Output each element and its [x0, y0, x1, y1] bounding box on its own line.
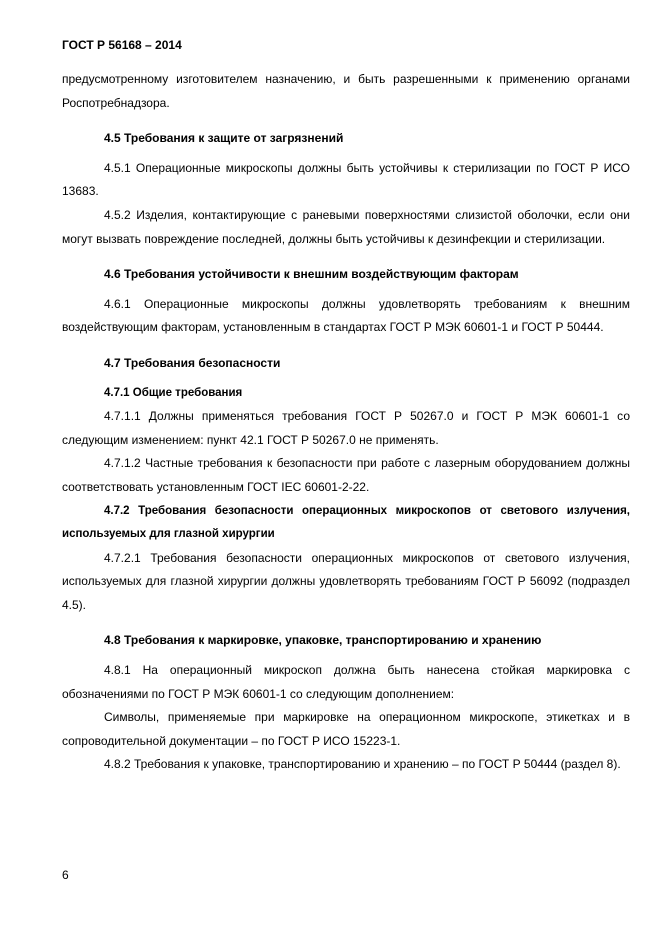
paragraph-4-5-2: 4.5.2 Изделия, контактирующие с раневыми поверхностями слизистой оболочки, если они могут вызвать повреждение последней, должны быть устойчивы к дезинфекции и стерилизации. — [62, 207, 630, 246]
section-heading-4-6: 4.6 Требования устойчивости к внешним воздействующим факторам — [104, 267, 519, 282]
paragraph-continuation: предусмотренному изготовителем назначению, и быть разрешенными к применению органами Роспотребнадзора. — [62, 72, 630, 110]
document-header: ГОСТ Р 56168 – 2014 — [62, 38, 182, 52]
section-heading-4-5: 4.5 Требования к защите от загрязнений — [104, 131, 344, 146]
section-heading-4-7: 4.7 Требования безопасности — [104, 355, 281, 370]
document-body — [62, 68, 630, 777]
paragraph-4-7-2-1: 4.7.2.1 Требования безопасности операционных микроскопов от светового излучения, используемых для глазной хирургии должны удовлетворять требованиям ГОСТ Р 56092 (подраздел 4.5). — [62, 550, 630, 612]
paragraph-4-8-2: 4.8.2 Требования к упаковке, транспортированию и хранению – по ГОСТ Р 50444 (раздел 8). — [104, 757, 621, 772]
subsection-heading-4-7-2: 4.7.2 Требования безопасности операционных микроскопов от светового излучения, используемых для глазной хирургии — [62, 504, 630, 541]
paragraph-4-8-1-addition: Символы, применяемые при маркировке на операционном микроскопе, этикетках и в сопроводительной документации – по ГОСТ Р ИСО 15223-1. — [62, 710, 630, 748]
paragraph-4-7-1-1: 4.7.1.1 Должны применяться требования ГОСТ Р 50267.0 и ГОСТ Р МЭК 60601-1 со следующим изменением: пункт 42.1 ГОСТ Р 50267.0 не применять. — [62, 409, 630, 447]
paragraph-4-8-1: 4.8.1 На операционный микроскоп должна быть нанесена стойкая маркировка с обозначениями по ГОСТ Р МЭК 60601-1 со следующим дополнением: — [62, 663, 630, 701]
page-number: 6 — [62, 868, 69, 882]
paragraph-4-5-1: 4.5.1 Операционные микроскопы должны быть устойчивы к стерилизации по ГОСТ Р ИСО 13683. — [62, 160, 630, 199]
paragraph-4-6-1: 4.6.1 Операционные микроскопы должны удовлетворять требованиям к внешним воздействующим факторам, установленным в стандартах ГОСТ Р МЭК 60601-1 и ГОСТ Р 50444. — [62, 296, 630, 335]
paragraph-4-7-1-2: 4.7.1.2 Частные требования к безопасности при работе с лазерным оборудованием должны соответствовать установленным ГОСТ IEC 60601-2-22. — [62, 456, 630, 494]
section-heading-4-8: 4.8 Требования к маркировке, упаковке, транспортированию и хранению — [104, 633, 542, 648]
subsection-heading-4-7-1: 4.7.1 Общие требования — [104, 386, 243, 399]
